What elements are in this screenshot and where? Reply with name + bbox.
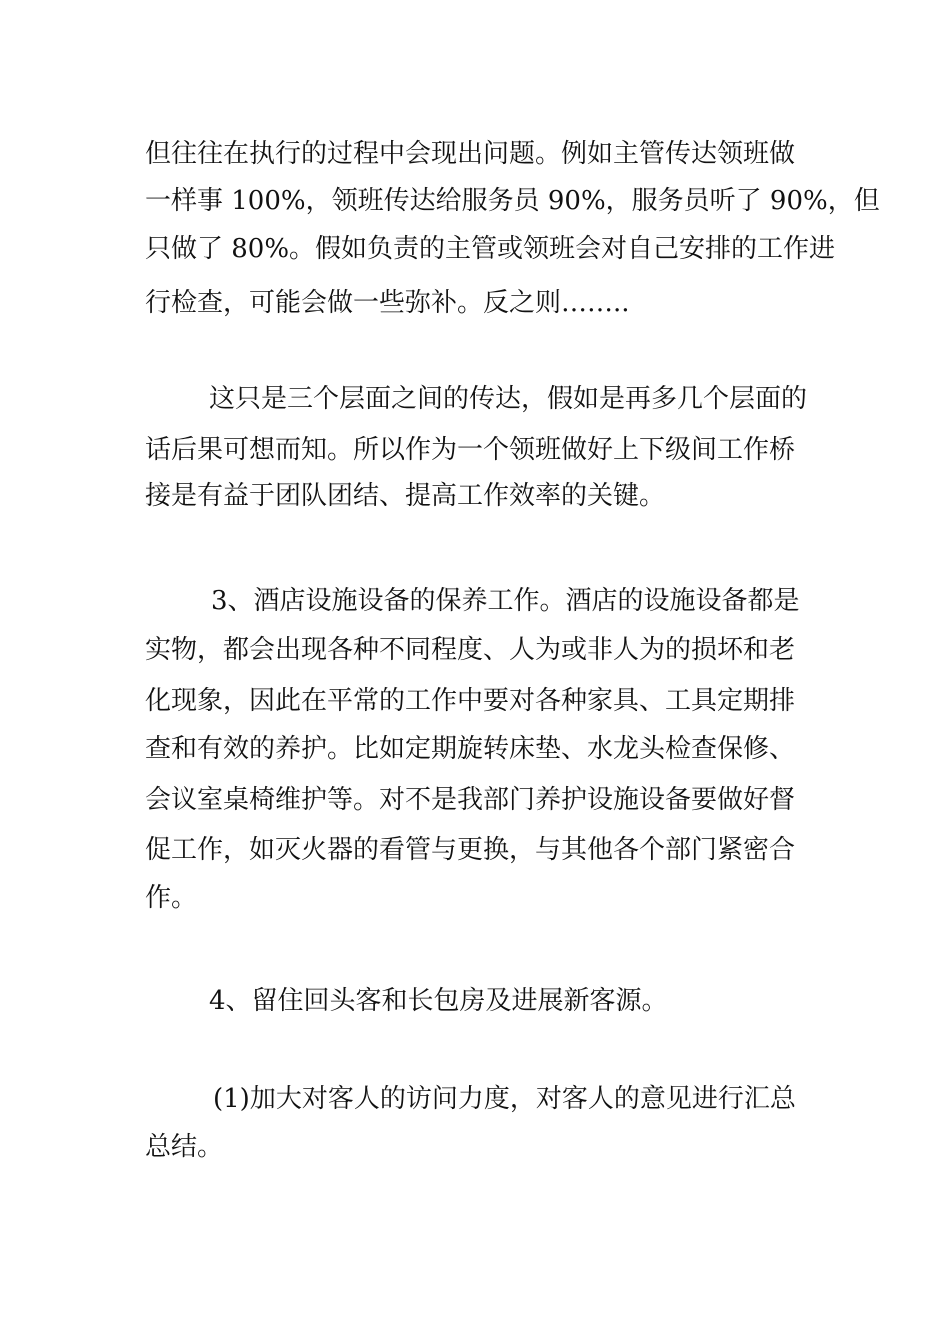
text-line: 4、留住回头客和长包房及进展新客源。 (209, 986, 668, 1016)
text-line: 话后果可想而知。所以作为一个领班做好上下级间工作桥 (145, 435, 796, 465)
text-line: 实物，都会出现各种不同程度、人为或非人为的损坏和老 (145, 635, 796, 665)
text-line: 总结。 (145, 1132, 224, 1162)
text-line: 这只是三个层面之间的传达，假如是再多几个层面的 (209, 384, 808, 414)
text-line: 接是有益于团队团结、提高工作效率的关键。 (145, 481, 666, 511)
text-line: 一样事 100%，领班传达给服务员 90%，服务员听了 90%，但 (145, 186, 880, 216)
text-line: 但往往在执行的过程中会现出问题。例如主管传达领班做 (145, 139, 796, 169)
text-line: 查和有效的养护。比如定期旋转床垫、水龙头检查保修、 (145, 734, 796, 764)
text-line: 3、酒店设施设备的保养工作。酒店的设施设备都是 (211, 586, 800, 616)
text-line: 只做了 80%。假如负责的主管或领班会对自己安排的工作进 (145, 234, 836, 264)
text-line: 促工作，如灭火器的看管与更换，与其他各个部门紧密合 (145, 835, 796, 865)
text-line: (1)加大对客人的访问力度，对客人的意见进行汇总 (213, 1084, 796, 1114)
text-line: 化现象，因此在平常的工作中要对各种家具、工具定期排 (145, 686, 796, 716)
text-line: 会议室桌椅维护等。对不是我部门养护设施设备要做好督 (145, 785, 796, 815)
text-line: 行检查，可能会做一些弥补。反之则…….. (145, 288, 630, 318)
text-line: 作。 (145, 883, 198, 913)
